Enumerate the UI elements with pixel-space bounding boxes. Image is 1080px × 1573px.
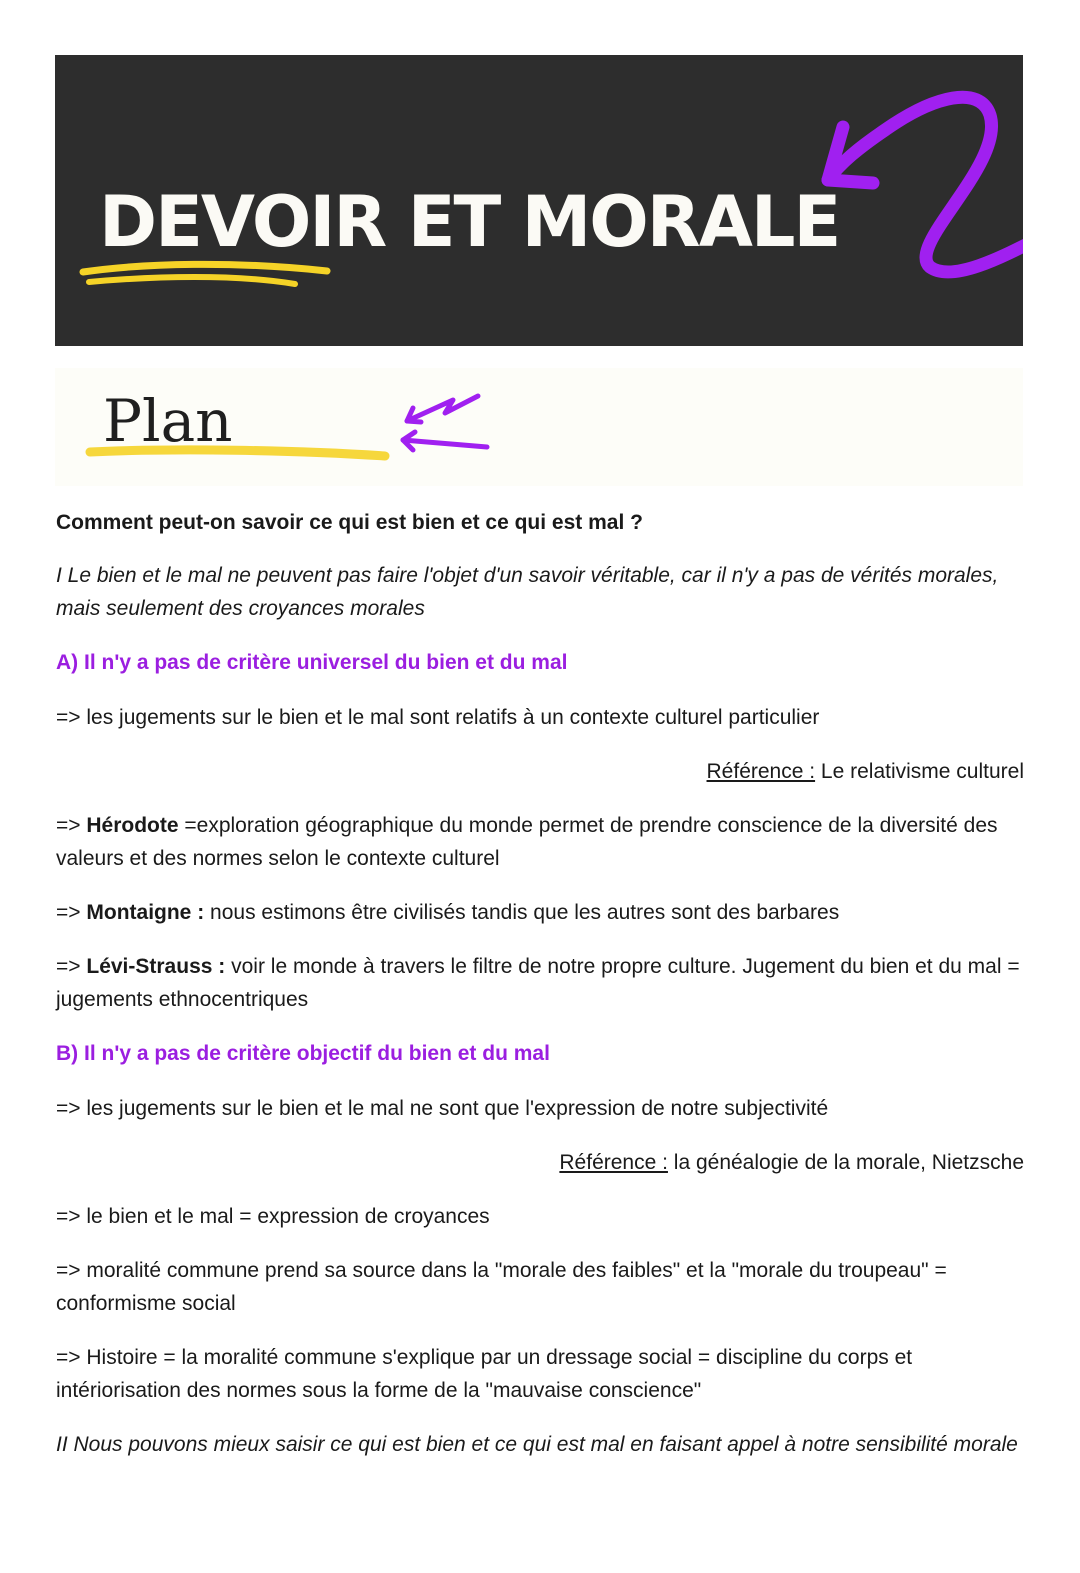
- section-b-line: => les jugements sur le bien et le mal ne sont que l'expression de notre subjectivité: [56, 1097, 829, 1120]
- author-name: Montaigne :: [86, 901, 205, 924]
- list-item: [56, 809, 1024, 875]
- list-item: [56, 896, 1024, 929]
- reference-text: Le relativisme culturel: [815, 760, 1024, 783]
- list-item: => moralité commune prend sa source dans la "morale des faibles" et la "morale du troupeau" = conformisme social: [56, 1259, 947, 1315]
- purple-zigzag-arrow-icon: [407, 396, 478, 421]
- section-a-reference: [56, 755, 1024, 788]
- item-text: =exploration géographique du monde permet de prendre conscience de la diversité des valeurs et des normes selon le contexte culturel: [56, 814, 998, 870]
- purple-arrow-left-icon: [403, 440, 487, 447]
- author-name: Lévi-Strauss :: [86, 955, 226, 978]
- arrow-prefix: =>: [56, 955, 87, 978]
- list-item: => le bien et le mal = expression de croyances: [56, 1205, 490, 1228]
- section-a-heading: A) Il n'y a pas de critère universel du bien et du mal: [56, 651, 568, 674]
- item-text: nous estimons être civilisés tandis que les autres sont des barbares: [204, 901, 840, 924]
- section-b-reference: [56, 1146, 1024, 1179]
- document-body: [56, 506, 1024, 1482]
- arrow-prefix: =>: [56, 814, 87, 837]
- plan-title: Plan: [103, 387, 233, 455]
- reference-label: Référence :: [559, 1151, 668, 1174]
- title-banner: [55, 55, 1023, 346]
- item-text: voir le monde à travers le filtre de notre propre culture. Jugement du bien et du mal = jugements ethnocentriques: [56, 955, 1020, 1011]
- list-item: [56, 950, 1024, 1016]
- section-b-heading: B) Il n'y a pas de critère objectif du bien et du mal: [56, 1042, 550, 1065]
- part-one-heading: I Le bien et le mal ne peuvent pas faire l'objet d'un savoir véritable, car il n'y a pas de vérités morales, mais seulement des croyances morales: [56, 564, 999, 620]
- reference-text: la généalogie de la morale, Nietzsche: [667, 1151, 1024, 1174]
- list-item: => Histoire = la moralité commune s'explique par un dressage social = discipline du corps et intériorisation des normes sous la forme de la "mauvaise conscience": [56, 1346, 913, 1402]
- part-two-heading: II Nous pouvons mieux saisir ce qui est bien et ce qui est mal en faisant appel à notre sensibilité morale: [56, 1433, 1018, 1456]
- page-title: DEVOIR ET MORALE: [99, 181, 840, 263]
- plan-header: [55, 368, 1023, 486]
- author-name: Hérodote: [86, 814, 179, 837]
- reference-label: Référence :: [706, 760, 816, 783]
- main-question: Comment peut-on savoir ce qui est bien et ce qui est mal ?: [56, 511, 643, 534]
- yellow-underline-icon: [83, 264, 327, 272]
- arrow-prefix: =>: [56, 901, 87, 924]
- section-a-line: => les jugements sur le bien et le mal sont relatifs à un contexte culturel particulier: [56, 706, 820, 729]
